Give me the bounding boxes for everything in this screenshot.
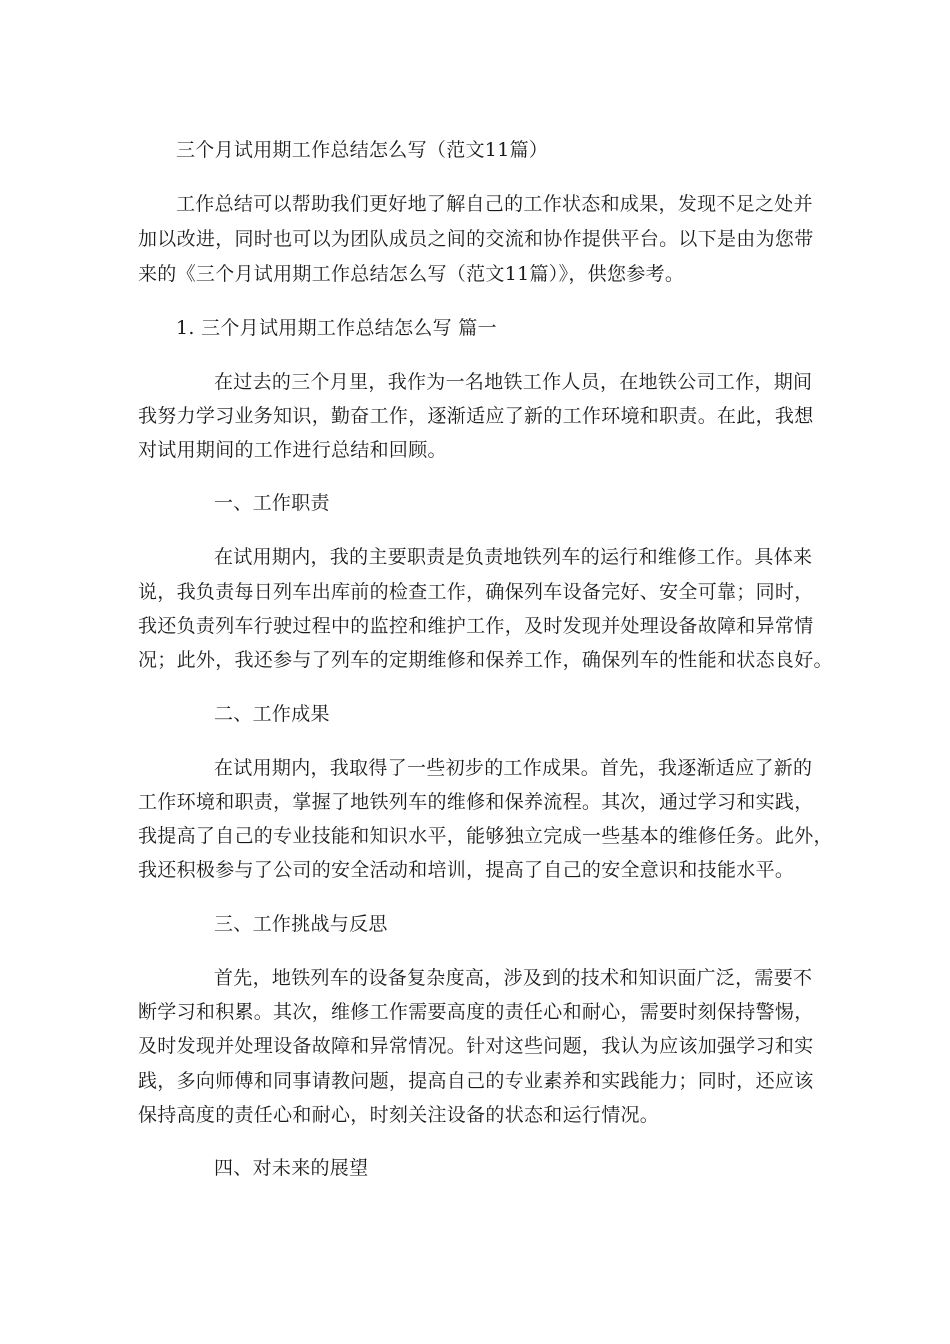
section-heading: 二、工作成果 [214,703,330,725]
intro-line: 来的《三个月试用期工作总结怎么写（范文11篇）》，供您参考。 [138,263,685,285]
document-title: 三个月试用期工作总结怎么写（范文11篇） [176,139,549,161]
intro-line: 工作总结可以帮助我们更好地了解自己的工作状态和成果，发现不足之处并 [176,193,813,215]
section-line: 及时发现并处理设备故障和异常情况。针对这些问题，我认为应该加强学习和实 [138,1035,814,1057]
section-line: 我提高了自己的专业技能和知识水平，能够独立完成一些基本的维修任务。此外， [138,825,833,847]
section-line: 践，多向师傅和同事请教问题，提高自己的专业素养和实践能力；同时，还应该 [138,1070,814,1092]
section-line: 在试用期内，我的主要职责是负责地铁列车的运行和维修工作。具体来 [214,546,813,568]
section-line: 保持高度的责任心和耐心，时刻关注设备的状态和运行情况。 [138,1104,660,1126]
opening-line: 我努力学习业务知识，勤奋工作，逐渐适应了新的工作环境和职责。在此，我想 [138,405,814,427]
section-heading: 四、对未来的展望 [214,1157,369,1179]
section-line: 首先，地铁列车的设备复杂度高，涉及到的技术和知识面广泛，需要不 [214,967,813,989]
section-heading: 一、工作职责 [214,492,330,514]
article-heading: 1. 三个月试用期工作总结怎么写 篇一 [176,317,497,339]
section-line: 工作环境和职责，掌握了地铁列车的维修和保养流程。其次，通过学习和实践， [138,791,814,813]
section-line: 我还积极参与了公司的安全活动和培训，提高了自己的安全意识和技能水平。 [138,859,795,881]
section-line: 断学习和积累。其次，维修工作需要高度的责任心和耐心，需要时刻保持警惕， [138,1001,814,1023]
intro-line: 加以改进，同时也可以为团队成员之间的交流和协作提供平台。以下是由为您带 [138,228,814,250]
section-line: 况；此外，我还参与了列车的定期维修和保养工作，确保列车的性能和状态良好。 [138,649,833,671]
section-line: 说，我负责每日列车出库前的检查工作，确保列车设备完好、安全可靠；同时， [138,581,814,603]
section-line: 在试用期内，我取得了一些初步的工作成果。首先，我逐渐适应了新的 [214,757,813,779]
section-heading: 三、工作挑战与反思 [214,913,388,935]
opening-line: 对试用期间的工作进行总结和回顾。 [138,439,447,461]
section-line: 我还负责列车行驶过程中的监控和维护工作，及时发现并处理设备故障和异常情 [138,615,814,637]
opening-line: 在过去的三个月里，我作为一名地铁工作人员，在地铁公司工作，期间 [214,371,813,393]
